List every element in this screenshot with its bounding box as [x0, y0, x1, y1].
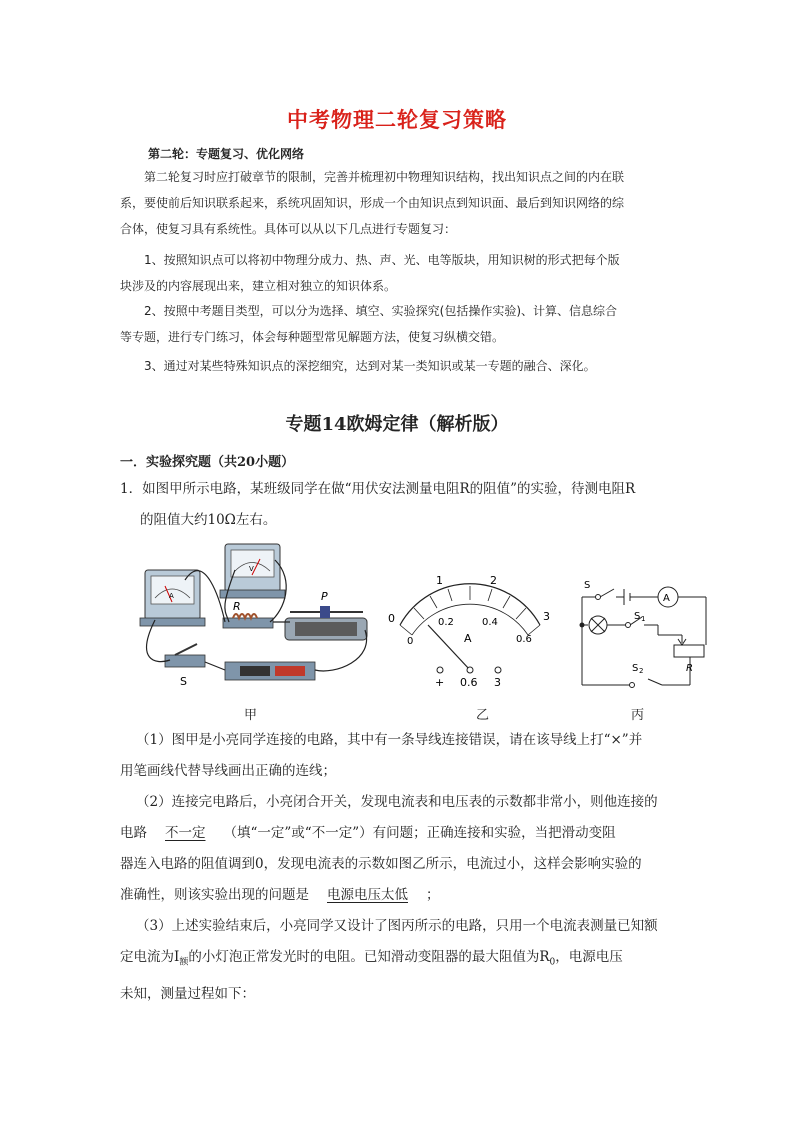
intro-line-2: 系，要使前后知识联系起来，系统巩固知识，形成一个由知识点到知识面、最后到知识网络的综 [120, 196, 625, 210]
figure-apparatus [125, 540, 385, 700]
subscript-rated: 额 [179, 957, 189, 968]
switch-s2-label: S [632, 663, 639, 674]
unit-letter: A [464, 632, 472, 645]
intro-line-1: 第二轮复习时应打破章节的限制，完善并梳理初中物理知识结构，找出知识点之间的内在联 [144, 170, 625, 184]
q1-line-1: 1．如图甲所示电路，某班级同学在做“用伏安法测量电阻R的阻值”的实验，待测电阻R [120, 481, 636, 497]
intro-line-3: 合体，使复习具有系统性。具体可以从以下几点进行专题复习： [120, 222, 457, 236]
sub1-line-2: 用笔画线代替导线画出正确的连线； [120, 763, 336, 779]
figure-label-yi: 乙 [476, 708, 490, 723]
section-heading: 一．实验探究题（共20小题） [120, 455, 295, 470]
battery-apparatus [225, 662, 315, 680]
ammeter-symbol: A [663, 593, 670, 604]
slider-letter: P [321, 590, 328, 603]
figure-label-bing: 丙 [631, 708, 645, 723]
sub3-line-1: （3）上述实验结束后，小亮同学又设计了图丙所示的电路，只用一个电流表测量已知额 [136, 918, 658, 934]
strategy-point-2 [120, 298, 680, 350]
answer-blank-2: 电源电压太低 [327, 887, 408, 903]
resistor-apparatus [223, 600, 273, 628]
voltmeter-letter: V [249, 565, 254, 573]
tick-2: 2 [490, 574, 497, 587]
switch-s1-sub: 1 [641, 615, 646, 623]
sub2-line-4-start: 准确性，则该实验出现的问题是 [120, 887, 309, 903]
terminal-plus: + [435, 676, 445, 689]
switch-apparatus [165, 644, 205, 688]
sub3-line-2-a: 定电流为I [120, 949, 180, 965]
answer-blank-1: 不一定 [165, 825, 206, 841]
strategy-subtitle: 第二轮：专题复习、优化网络 [148, 147, 305, 161]
point-2-line-1: 2、按照中考题目类型，可以分为选择、填空、实验探究(包括操作实验)、计算、信息综合 [144, 304, 618, 318]
sub2-line-1: （2）连接完电路后，小亮闭合开关，发现电流表和电压表的示数都非常小，则他连接的 [136, 794, 658, 810]
sub2-line-2-start: 电路 [120, 825, 147, 841]
figure-circuit-diagram [570, 575, 715, 695]
resistor-letter: R [233, 600, 241, 613]
document-title: 中考物理二轮复习策略 [287, 108, 507, 132]
point-3-line-1: 3、通过对某些特殊知识点的深挖细究，达到对某一类知识或某一专题的融合、深化。 [144, 359, 596, 373]
q1-line-2: 的阻值大约10Ω左右。 [140, 512, 277, 528]
sub2-line-3: 器连入电路的阻值调到0，发现电流表的示数如图乙所示，电流过小，这样会影响实验的 [120, 856, 642, 872]
terminal-3: 3 [494, 676, 501, 689]
tick-0.4: 0.4 [482, 617, 498, 628]
sub2-line-4 [120, 880, 685, 911]
sub1-line-1: （1）图甲是小亮同学连接的电路，其中有一条导线连接错误，请在该导线上打“×”并 [136, 732, 643, 748]
tick-1: 1 [436, 574, 443, 587]
figure-ammeter-dial [380, 570, 570, 695]
switch-s-label: S [584, 580, 591, 591]
strategy-point-3 [120, 353, 680, 379]
point-2-line-2: 等专题，进行专门练习，体会每种题型常见解题方法，使复习纵横交错。 [120, 330, 505, 344]
subscript-zero: 0 [549, 957, 556, 968]
sub3-line-2 [120, 942, 685, 979]
rheostat-apparatus [285, 590, 367, 640]
sub3-line-2-c: ，电源电压 [555, 949, 623, 965]
topic-title: 专题14欧姆定律（解析版） [285, 414, 509, 435]
sub3-line-2-b: 的小灯泡正常发光时的电阻。已知滑动变阻器的最大阻值为R [188, 949, 550, 965]
point-1-line-1: 1、按照知识点可以将初中物理分成力、热、声、光、电等版块，用知识树的形式把每个版 [144, 253, 620, 267]
ammeter-letter: A [169, 592, 174, 600]
tick-0-inner: 0 [407, 636, 414, 647]
tick-0.2: 0.2 [438, 617, 454, 628]
point-1-line-2: 块涉及的内容展现出来，建立相对独立的知识体系。 [120, 279, 397, 293]
terminal-0.6: 0.6 [460, 676, 478, 689]
question-1-stem [120, 474, 685, 536]
sub2-line-2-end: （填“一定”或“不一定”）有问题；正确连接和实验，当把滑动变阻 [223, 825, 616, 841]
voltmeter-apparatus [220, 544, 285, 598]
switch-letter: S [180, 675, 187, 688]
sub3-line-3: 未知，测量过程如下： [120, 985, 255, 1002]
figure-label-jia: 甲 [244, 708, 258, 723]
sub2-line-4-end: ； [426, 887, 440, 903]
tick-0-outer: 0 [388, 612, 395, 625]
tick-0.6: 0.6 [516, 634, 532, 645]
strategy-point-1 [120, 247, 680, 299]
ammeter-apparatus [140, 570, 205, 626]
strategy-intro [120, 164, 680, 242]
rheostat-letter: R [686, 663, 693, 674]
sub2-line-2 [120, 818, 685, 849]
switch-s2-sub: 2 [639, 667, 644, 675]
question-1-subparts [120, 725, 685, 1010]
tick-3: 3 [543, 610, 550, 623]
switch-s1-label: S [634, 611, 641, 622]
